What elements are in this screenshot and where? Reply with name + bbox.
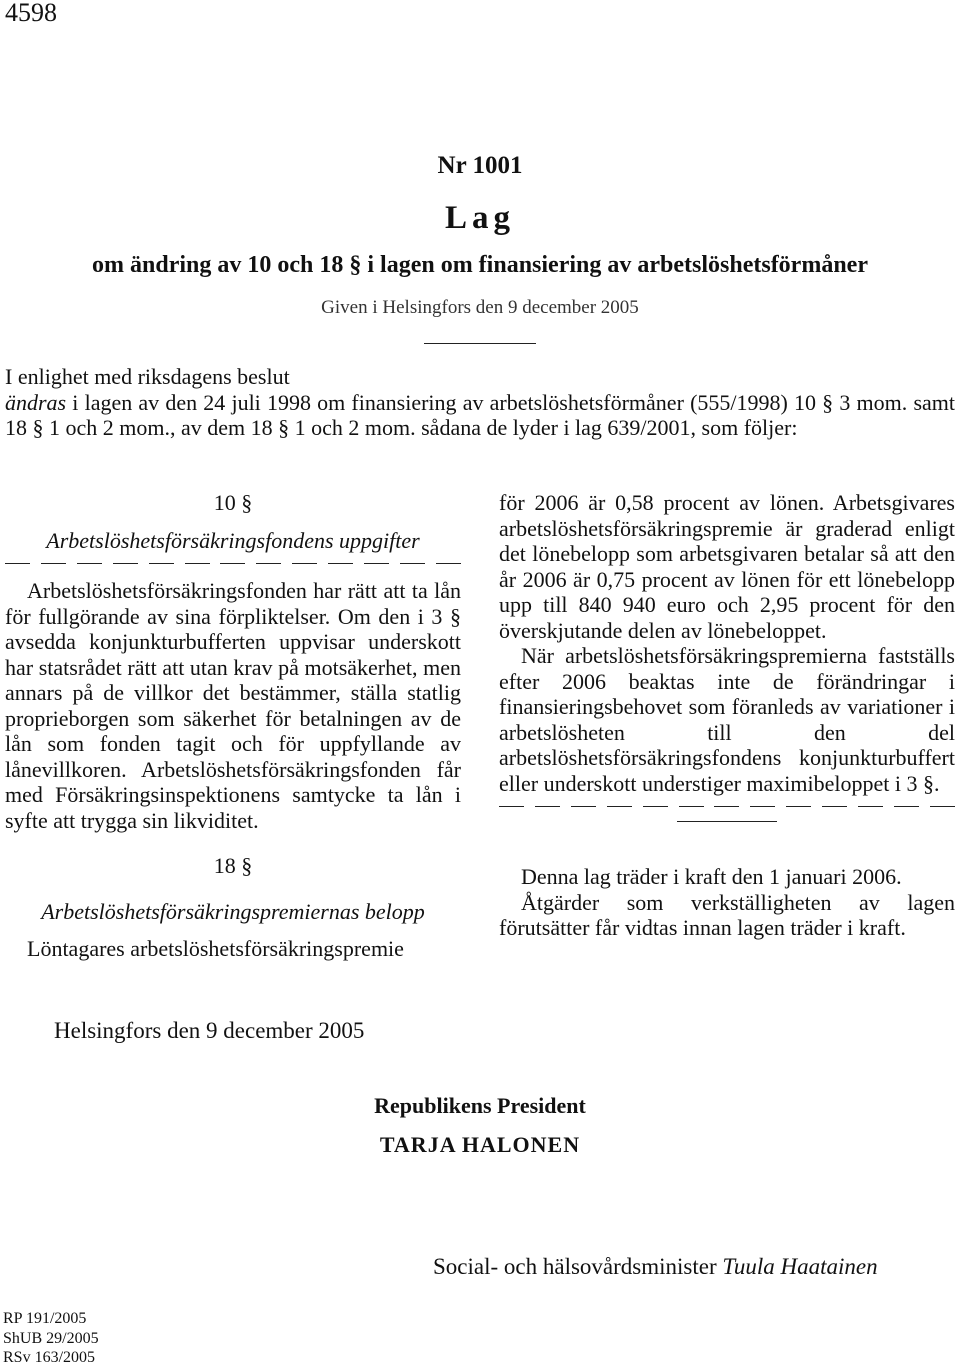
statute-number: Nr 1001: [437, 152, 523, 179]
section-18-paragraph-1: Löntagares arbetslöshetsförsäkringspremie: [27, 936, 404, 961]
left-column: [5, 490, 461, 962]
minister-role: Social- och hälsovårdsminister: [433, 1254, 717, 1279]
omission-dashes: [5, 563, 461, 564]
law-subtitle: om ändring av 10 och 18 § i lagen om finansiering av arbetslöshetsförmåner: [92, 252, 868, 278]
section-10-heading: 10 §: [213, 490, 253, 515]
amendment-text: i lagen av den 24 juli 1998 om finansiering av arbetslöshetsförmåner (555/1998) 10 § 3 mom. samt 18 § 1 och 2 mom., av dem 18 § 1 och 2 mom. sådana de lyder i lag 639/2001, som följer:: [5, 389, 955, 440]
legislative-references: [3, 1309, 99, 1368]
amendment-statement: [5, 390, 955, 441]
right-column: [499, 490, 955, 941]
given-date: Given i Helsingfors den 9 december 2005: [321, 297, 639, 318]
president-title: Republikens President: [374, 1093, 586, 1118]
implementing-measures: Åtgärder som verkställigheten av lagen förutsätter får vidtas innan lagen träder i kraft.: [499, 889, 955, 940]
enacting-clause: [5, 364, 955, 441]
section-10-paragraph: Arbetslöshetsförsäkringsfonden har rätt att ta lån för fullgörande av sina förpliktelser. Om den i 3 § avsedda konjunkturbufferten uppvisar underskott har statsrådet rätt att utan krav på motsäkerhet, men annars på de villkor det bestämmer, ställa statlig proprieborgen som säkerhet för betalningen av de lån som fonden tagit och för uppfyllande av lånevillkoren. Arbetslöshetsförsäkringsfonden får med Försäkringsinspektionens samtycke ta lån i syfte att trygga sin likviditet.: [5, 578, 461, 833]
enacting-line: I enlighet med riksdagens beslut: [5, 364, 290, 389]
minister-name: Tuula Haatainen: [722, 1254, 878, 1279]
omission-dashes: [499, 806, 955, 807]
reference-parliament-reply: RSv 163/2005: [3, 1349, 96, 1366]
page-number: 4598: [5, 0, 57, 27]
reference-committee-report: ShUB 29/2005: [3, 1329, 99, 1347]
section-18-paragraph-1-cont: för 2006 är 0,58 procent av lönen. Arbetsgivares arbetslöshetsförsäkringspremie är graderad enligt det lönebelopp som arbetsgivaren betalar så att den år 2006 är 0,75 procent av lönen för ett lönebelopp upp till 840 940 euro och 2,95 procent för den överskjutande delen av lönebeloppet.: [499, 490, 955, 643]
section-divider: [677, 821, 777, 822]
section-18-paragraph-2: När arbetslöshetsförsäkringspremierna fastställs efter 2006 beaktas inte de förändringar i finansieringsbehovet som föranleds av variationer i arbetslösheten till den del arbetslöshetsförsäkringsfondens konjunkturbuffert eller underskott understiger maximibeloppet i 3 §.: [499, 643, 955, 796]
section-18-name: Arbetslöshetsförsäkringspremiernas belopp: [41, 898, 425, 924]
president-name: TARJA HALONEN: [379, 1132, 581, 1157]
header-divider: [424, 343, 536, 344]
amendment-verb: ändras: [5, 389, 67, 415]
section-10-name: Arbetslöshetsförsäkringsfondens uppgifter: [46, 527, 420, 553]
section-18-heading: 18 §: [213, 853, 253, 878]
entry-into-force: Denna lag träder i kraft den 1 januari 2006.: [521, 864, 902, 889]
law-title: Lag: [444, 200, 515, 236]
minister-signature: [433, 1254, 878, 1280]
reference-government-bill: RP 191/2005: [3, 1310, 87, 1327]
signing-place-date: Helsingfors den 9 december 2005: [54, 1018, 365, 1043]
